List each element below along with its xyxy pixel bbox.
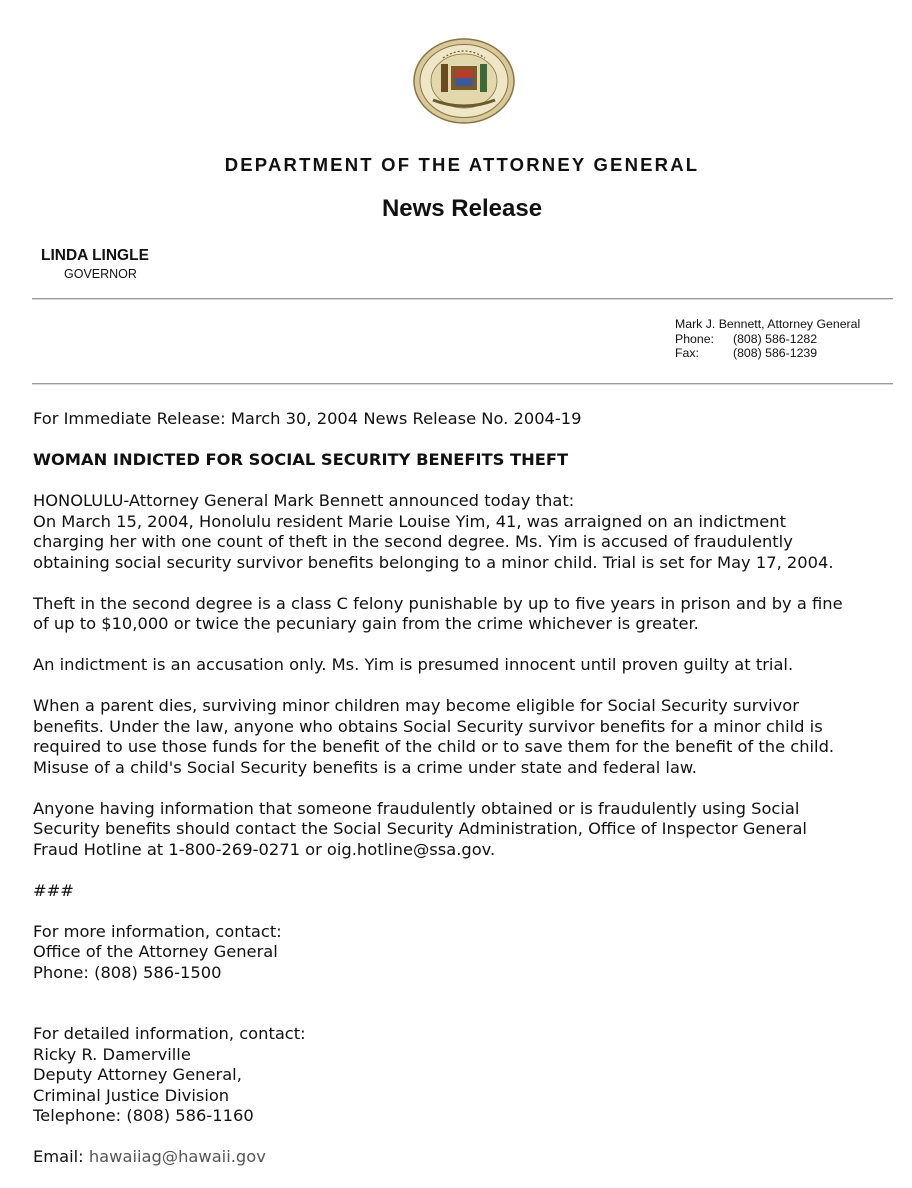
bottom-divider <box>32 383 893 385</box>
paragraph-line: HONOLULU-Attorney General Mark Bennett announced today that: <box>33 491 575 510</box>
email-row <box>33 1147 893 1168</box>
paragraph-line: benefits. Under the law, anyone who obtains Social Security survivor benefits for a minor child is <box>33 716 823 736</box>
paragraph-line: When a parent dies, surviving minor children may become eligible for Social Security survivor <box>33 696 799 715</box>
fax-row <box>675 346 860 361</box>
state-seal-logo <box>413 38 515 124</box>
contact-line: Phone: (808) 586-1500 <box>33 962 222 982</box>
spacer <box>33 1004 893 1025</box>
phone-label: Phone: <box>675 331 714 346</box>
contact-line: Deputy Attorney General, <box>33 1065 242 1084</box>
phone-value: (808) 586-1282 <box>733 331 818 346</box>
paragraph-line: charging her with one count of theft in the second degree. Ms. Yim is accused of fraudulently <box>33 532 793 551</box>
contact-line: Ricky R. Damerville <box>33 1044 191 1064</box>
paragraph-line: An indictment is an accusation only. Ms. Yim is presumed innocent until proven guilty at trial. <box>33 655 794 674</box>
contact-line: For detailed information, contact: <box>33 1024 306 1043</box>
email-label: Email: <box>33 1147 84 1166</box>
end-mark: ### <box>33 880 74 900</box>
fax-value: (808) 586-1239 <box>733 346 818 360</box>
paragraph-line: Anyone having information that someone fraudulently obtained or is fraudulently using Social <box>33 798 800 818</box>
paragraph-line: Misuse of a child's Social Security benefits is a crime under state and federal law. <box>33 757 697 777</box>
contact-general <box>33 922 893 984</box>
contact-line: Telephone: (808) 586-1160 <box>33 1106 254 1125</box>
department-title: DEPARTMENT OF THE ATTORNEY GENERAL <box>224 154 700 175</box>
release-body <box>33 409 893 1188</box>
paragraph-line: Security benefits should contact the Social Security Administration, Office of Inspector General <box>33 819 807 838</box>
document-type-title: News Release <box>381 195 543 222</box>
contact-line: Criminal Justice Division <box>33 1085 230 1105</box>
paragraph-line: Theft in the second degree is a class C felony punishable by up to five years in prison and by a fine <box>33 593 843 613</box>
paragraph-presumption <box>33 655 893 676</box>
governor-title: GOVERNOR <box>64 267 137 281</box>
paragraph-penalty <box>33 594 893 635</box>
contact-detailed <box>33 1024 893 1127</box>
paragraph-hotline <box>33 799 893 861</box>
paragraph-line: Fraud Hotline at 1-800-269-0271 or oig.hotline@ssa.gov. <box>33 839 496 859</box>
fax-label: Fax: <box>675 346 699 360</box>
dateline: For Immediate Release: March 30, 2004 News Release No. 2004-19 <box>33 409 582 428</box>
phone-row <box>675 332 860 347</box>
governor-name: LINDA LINGLE <box>41 247 149 264</box>
paragraph-line: On March 15, 2004, Honolulu resident Marie Louise Yim, 41, was arraigned on an indictment <box>33 511 787 531</box>
paragraph-line: obtaining social security survivor benefits belonging to a minor child. Trial is set for May 17, 2004. <box>33 552 834 572</box>
contact-line: Office of the Attorney General <box>33 942 278 961</box>
attorney-general-contact <box>675 317 860 361</box>
attorney-general-name: Mark J. Bennett, Attorney General <box>675 317 861 331</box>
email-link[interactable]: hawaiiag@hawaii.gov <box>88 1147 266 1166</box>
paragraph-announcement <box>33 491 893 573</box>
paragraph-line: of up to $10,000 or twice the pecuniary gain from the crime whichever is greater. <box>33 614 699 633</box>
paragraph-line: required to use those funds for the benefit of the child or to save them for the benefit of the child. <box>33 737 835 756</box>
top-divider <box>32 298 893 300</box>
paragraph-survivor-benefits <box>33 696 893 778</box>
headline: WOMAN INDICTED FOR SOCIAL SECURITY BENEFITS THEFT <box>33 450 569 469</box>
contact-line: For more information, contact: <box>33 921 282 941</box>
